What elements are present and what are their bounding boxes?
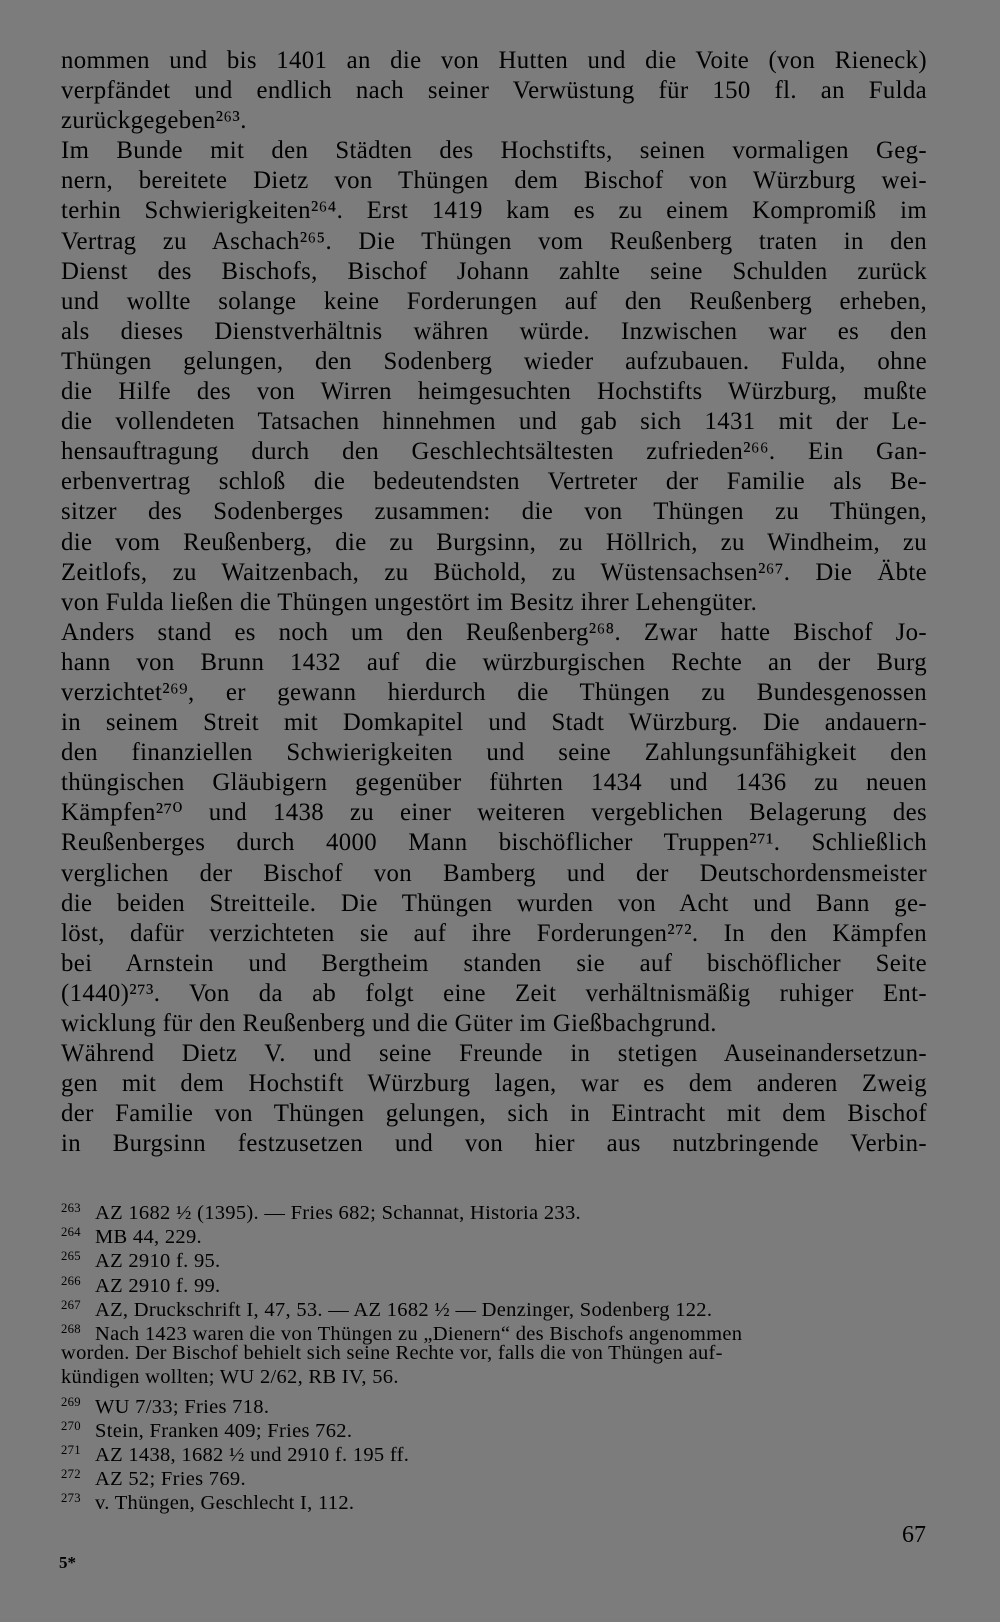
text-line: verpfändet und endlich nach seiner Verwüstung für 150 fl. an Fulda [61, 77, 927, 105]
text-line: erbenvertrag schloß die bedeutendsten Vertreter der Familie als Be- [61, 468, 927, 496]
text-line: nommen und bis 1401 an die von Hutten und die Voite (von Rieneck) [61, 47, 927, 74]
footnote-text: AZ 1438, 1682 ½ und 2910 f. 195 ff. [95, 1443, 410, 1466]
footnote-number: 273 [61, 1491, 81, 1506]
text-line: nern, bereitete Dietz von Thüngen dem Bischof von Würzburg wei- [61, 167, 927, 195]
footnote-number: 272 [61, 1467, 81, 1482]
footnote [61, 1293, 927, 1321]
footnote-text: kündigen wollten; WU 2/62, RB IV, 56. [61, 1366, 399, 1389]
footnote-text: WU 7/33; Fries 718. [95, 1395, 270, 1418]
footnote [61, 1486, 927, 1515]
footnote [61, 1390, 927, 1418]
footnote-text: AZ 52; Fries 769. [95, 1468, 246, 1491]
footnote-text: AZ, Druckschrift I, 47, 53. — AZ 1682 ½ — Denzinger, Sodenberg 122. [95, 1298, 713, 1321]
text-line: Vertrag zu Aschach²⁶⁵. Die Thüngen vom Reußenberg traten in den [61, 227, 927, 255]
footnote [61, 1462, 927, 1491]
footnote-text: MB 44, 229. [95, 1226, 202, 1249]
footnote [61, 1365, 927, 1389]
text-line: zurückgegeben²⁶³. [61, 107, 247, 135]
footnote-number: 264 [61, 1225, 81, 1240]
text-line: Im Bunde mit den Städten des Hochstifts, seinen vormaligen Geg- [61, 137, 927, 165]
footnote-text: worden. Der Bischof behielt sich seine Rechte vor, falls die von Thüngen auf- [61, 1342, 723, 1365]
text-line: terhin Schwierigkeiten²⁶⁴. Erst 1419 kam es zu einem Kompromiß im [61, 197, 927, 225]
text-line: thüngischen Gläubigern gegenüber führten 1434 und 1436 zu neuen [61, 769, 927, 797]
text-line: in seinem Streit mit Domkapitel und Stadt Würzburg. Die andauern- [61, 709, 927, 737]
footnote-text: Nach 1423 waren die von Thüngen zu „Dienern“ des Bischofs angenommen [95, 1322, 743, 1345]
footnote-text: Stein, Franken 409; Fries 762. [95, 1419, 353, 1442]
text-line: Dienst des Bischofs, Bischof Johann zahlte seine Schulden zurück [61, 257, 927, 285]
text-line: hensauftragung durch den Geschlechtsältesten zufrieden²⁶⁶. Ein Gan- [61, 438, 927, 466]
footnote-text: AZ 1682 ½ (1395). — Fries 682; Schannat, Historia 233. [95, 1201, 581, 1224]
text-line: (1440)²⁷³. Von da ab folgt eine Zeit verhältnismäßig ruhiger Ent- [61, 979, 927, 1007]
footnote-number: 265 [61, 1249, 81, 1264]
footnote-number: 267 [61, 1297, 81, 1312]
text-line: als dieses Dienstverhältnis währen würde. Inzwischen war es den [61, 317, 927, 345]
text-line: in Burgsinn festzusetzen und von hier aus nutzbringende Verbin- [61, 1130, 927, 1158]
printer-signature: 5* [59, 1553, 76, 1572]
text-line: die vollendeten Tatsachen hinnehmen und gab sich 1431 mit der Le- [61, 408, 927, 436]
footnote-number: 271 [61, 1442, 81, 1457]
footnote [61, 1196, 927, 1224]
text-line: die vom Reußenberg, die zu Burgsinn, zu Höllrich, zu Windheim, zu [61, 528, 927, 556]
text-line: Kämpfen²⁷⁰ und 1438 zu einer weiteren vergeblichen Belagerung des [61, 799, 927, 827]
footnote-text: AZ 2910 f. 99. [95, 1274, 221, 1297]
text-line: den finanziellen Schwierigkeiten und seine Zahlungsunfähigkeit den [61, 739, 927, 767]
text-line: sitzer des Sodenberges zusammen: die von Thüngen zu Thüngen, [61, 498, 927, 526]
footnote [61, 1414, 927, 1442]
text-line: wicklung für den Reußenberg und die Güter im Gießbachgrund. [61, 1010, 717, 1037]
footnote-number: 269 [61, 1394, 81, 1409]
text-line: die Hilfe des von Wirren heimgesuchten Hochstifts Würzburg, mußte [61, 378, 927, 406]
text-line: Während Dietz V. und seine Freunde in stetigen Auseinandersetzun- [61, 1040, 927, 1068]
text-line: von Fulda ließen die Thüngen ungestört im Besitz ihrer Lehengüter. [61, 588, 758, 616]
text-line: Zeitlofs, zu Waitzenbach, zu Büchold, zu Wüstensachsen²⁶⁷. Die Äbte [61, 558, 927, 586]
footnote-text: AZ 2910 f. 95. [95, 1250, 221, 1273]
page-number: 67 [902, 1522, 926, 1548]
footnote-text: v. Thüngen, Geschlecht I, 112. [95, 1492, 355, 1515]
footnote-number: 266 [61, 1273, 81, 1288]
text-line: bei Arnstein und Bergtheim standen sie auf bischöflicher Seite [61, 949, 927, 977]
text-line: Anders stand es noch um den Reußenberg²⁶⁸. Zwar hatte Bischof Jo- [61, 618, 927, 646]
footnote [61, 1341, 927, 1365]
footnotes [61, 1196, 927, 1515]
text-line: gen mit dem Hochstift Würzburg lagen, war es dem anderen Zweig [61, 1070, 927, 1098]
text-line: die beiden Streitteile. Die Thüngen wurden von Acht und Bann ge- [61, 889, 927, 917]
footnote [61, 1269, 927, 1297]
footnote-number: 270 [61, 1418, 81, 1433]
text-line: Reußenberges durch 4000 Mann bischöflicher Truppen²⁷¹. Schließlich [61, 829, 927, 857]
text-line: verglichen der Bischof von Bamberg und der Deutschordensmeister [61, 859, 927, 887]
footnote [61, 1438, 927, 1466]
footnote [61, 1317, 927, 1345]
text-line: löst, dafür verzichteten sie auf ihre Forderungen²⁷². In den Kämpfen [61, 919, 927, 947]
text-line: hann von Brunn 1432 auf die würzburgischen Rechte an der Burg [61, 648, 927, 676]
footnote [61, 1244, 927, 1273]
text-line: und wollte solange keine Forderungen auf den Reußenberg erheben, [61, 287, 927, 315]
text-line: verzichtet²⁶⁹, er gewann hierdurch die Thüngen zu Bundesgenossen [61, 678, 927, 706]
footnote-number: 263 [61, 1201, 81, 1215]
body-text [61, 46, 927, 1159]
footnote-number: 268 [61, 1321, 81, 1336]
text-line: Thüngen gelungen, den Sodenberg wieder aufzubauen. Fulda, ohne [61, 347, 927, 375]
text-line: der Familie von Thüngen gelungen, sich in Eintracht mit dem Bischof [61, 1100, 927, 1128]
